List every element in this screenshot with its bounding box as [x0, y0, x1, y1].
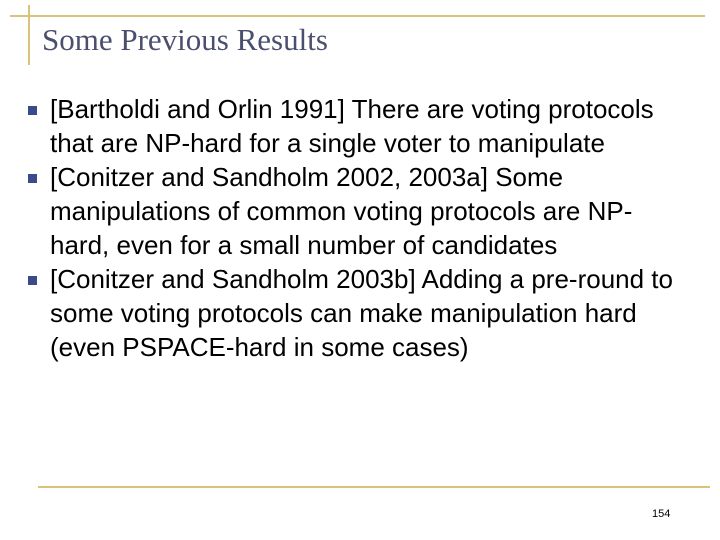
square-bullet-icon	[28, 276, 37, 285]
page-number: 154	[652, 508, 671, 520]
slide-title: Some Previous Results	[42, 22, 328, 57]
title-frame-top-line	[10, 15, 705, 17]
bullet-item	[28, 92, 688, 160]
bullet-item	[28, 160, 688, 262]
title-frame-left-line	[28, 5, 30, 65]
bullet-list	[28, 92, 688, 364]
bullet-text: [Bartholdi and Orlin 1991] There are voting protocols that are NP-hard for a single voter to manipulate	[50, 94, 654, 158]
bullet-item	[28, 262, 688, 364]
square-bullet-icon	[28, 106, 37, 115]
bullet-text: [Conitzer and Sandholm 2003b] Adding a pre-round to some voting protocols can make manipulation hard (even PSPACE-hard in some cases)	[50, 264, 673, 362]
square-bullet-icon	[28, 174, 37, 183]
footer-line	[38, 486, 710, 488]
bullet-text: [Conitzer and Sandholm 2002, 2003a] Some manipulations of common voting protocols are NP-hard, even for a small number of candidates	[50, 162, 633, 260]
